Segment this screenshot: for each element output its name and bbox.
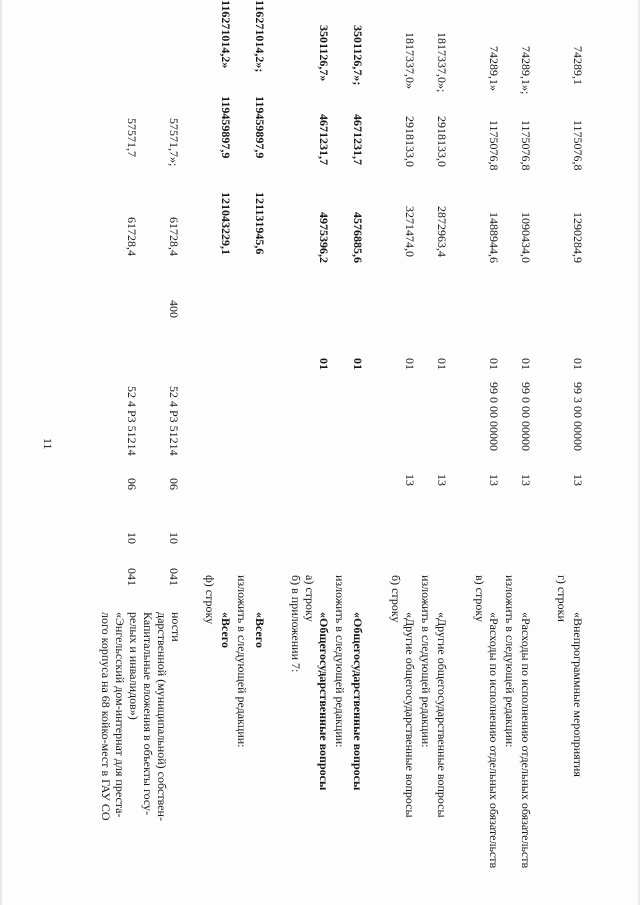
v-new-v1: 1090434,0 [519,212,533,263]
bb-old-pr: 13 [403,474,417,486]
section-v-heading: в) строку [473,575,487,623]
row2-pr: 06 [167,478,181,490]
row2-ved: 041 [167,568,181,586]
g-v2: 1175076,8 [571,120,585,171]
b-old-v3: 3501126,7» [317,25,331,82]
f-old-v2: 119459897,9 [219,96,233,159]
v-old-pr: 13 [487,474,501,486]
bb-instruction: изложить в следующей редакции: [419,575,433,748]
row2-v2: 57571,7»; [167,118,181,167]
b-old-v1: 4975396,2 [317,212,331,263]
bb-new-rz: 01 [435,358,449,370]
g-v1: 1290284,9 [571,212,585,263]
v-old-v1: 1488944,6 [487,212,501,263]
section-f-heading: ф) строку [203,575,217,625]
row1-v2: 57571,7 [125,118,139,157]
bb-new-v1: 2872963,4 [435,206,449,257]
desc-line-3: релых и инвалидов») [127,612,141,720]
bb-new-label: «Другие общегосударственные вопросы [435,612,449,818]
f-old-label: «Всего [219,612,233,648]
row2-line-1: Капитальные вложения в объекты госу- [141,612,155,816]
section-b-heading: б) в приложении 7: [289,575,303,673]
bb-old-v2: 2918133,0 [403,116,417,167]
page-number: 11 [41,438,55,450]
f-new-v3: 116271014,2»; [253,0,267,73]
bb-old-v1: 3271474,0 [403,206,417,257]
f-new-label: «Всего [253,612,267,648]
row2-line-3: ности [169,612,183,642]
g-v3: 74289,1 [571,46,585,85]
v-old-rz: 01 [487,358,501,370]
bb-new-v2: 2918133,0 [435,116,449,167]
g-pr: 13 [571,474,585,486]
v-new-v2: 1175076,8 [519,120,533,171]
v-new-v3: 74289,1»; [519,46,533,95]
g-csr: 99 3 00 00000 [571,382,585,451]
v-instruction: изложить в следующей редакции: [503,575,517,748]
v-new-label: «Расходы по исполнению отдельных обязательств [519,612,533,869]
b-new-v2: 4671231,7 [351,114,365,165]
row2-rz: 10 [167,532,181,544]
bb-old-label: «Другие общегосударственные вопросы [403,612,417,818]
f-instruction: изложить в следующей редакции: [235,575,249,748]
g-label: «Внепрограммные мероприятия [571,612,585,777]
row2-v1: 61728,4 [167,217,181,256]
b-new-rz: 01 [351,358,365,370]
v-old-v3: 74289,1» [487,46,501,91]
section-bb-heading: б) строку [389,575,403,623]
v-new-rz: 01 [519,358,533,370]
desc-line-2: «Энгельсский дом-интернат для преста- [113,612,127,818]
bb-old-rz: 01 [403,358,417,370]
f-new-v1: 121131945,6 [253,192,267,255]
row1-csr: 52 4 P3 51214 [125,386,139,456]
f-new-v2: 119459897,9 [253,96,267,159]
b-new-v1: 4576885,6 [351,212,365,263]
row2-csr: 52 4 P3 51214 [167,386,181,456]
b-instruction: изложить в следующей редакции: [333,575,347,748]
g-rz: 01 [571,358,585,370]
bb-new-v3: 1817337,0»; [435,32,449,93]
row2-vr: 400 [167,300,181,318]
v-old-csr: 99 0 00 00000 [487,382,501,451]
row1-rz: 10 [125,532,139,544]
b-old-rz: 01 [317,358,331,370]
v-old-v2: 1175076,8 [487,120,501,171]
b-old-label: «Общегосударственные вопросы [317,612,331,791]
bb-old-v3: 1817337,0» [403,32,417,89]
b-new-label: «Общегосударственные вопросы [351,612,365,791]
v-new-pr: 13 [519,474,533,486]
section-g-heading: г) строки [555,575,569,622]
row1-pr: 06 [125,478,139,490]
b-old-v2: 4671231,7 [317,114,331,165]
f-old-v1: 121043229,1 [219,192,233,255]
row1-v1: 61728,4 [125,217,139,256]
v-new-csr: 99 0 00 00000 [519,382,533,451]
section-b-sub-a: а) строку [303,575,317,622]
b-new-v3: 3501126,7»; [351,25,365,86]
f-old-v3: 116271014,2» [219,0,233,69]
row1-ved: 041 [125,568,139,586]
v-old-label: «Расходы по исполнению отдельных обязательств [487,612,501,869]
bb-new-pr: 13 [435,474,449,486]
row2-line-2: дарственной (муниципальной) собствен- [155,612,169,821]
desc-line-1: лого корпуса на 68 койко-мест в ГАУ СО [99,612,113,821]
